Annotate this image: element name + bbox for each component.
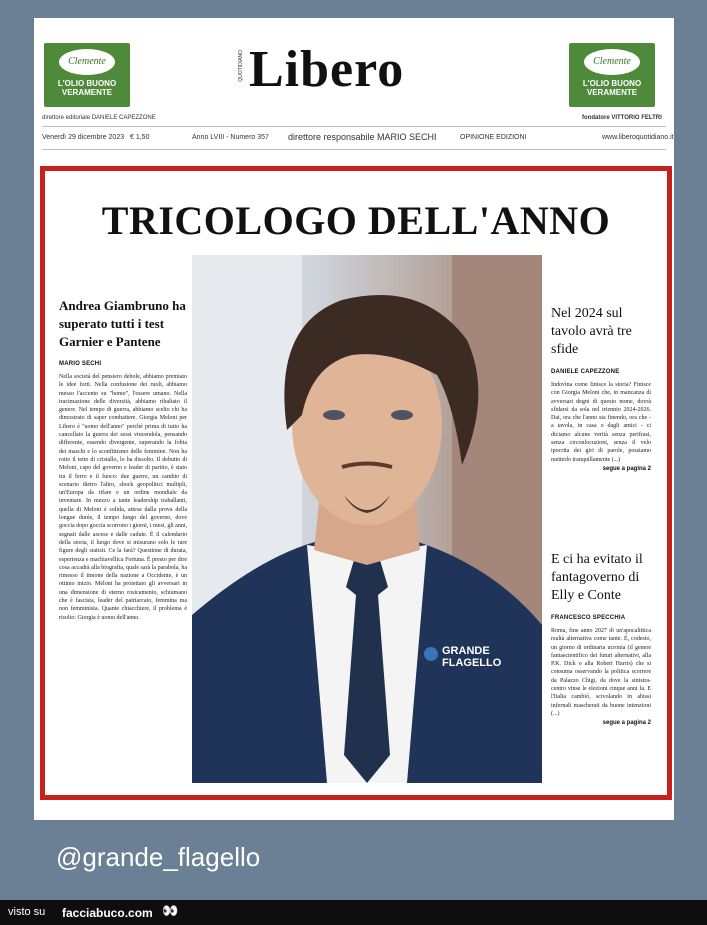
- footer-bar: [0, 900, 707, 925]
- right-article-2-body: Roma, fine anno 2027 di un'apocalittica realtà alternativa come tante. È, codesto, un giorno di ordinaria ucronia (il genere fantascientifico dei futuri alternativi, alla P.K. Dick o alla Robert Harris) che si consuma osservando la politica scorrere da Palazzo Chigi, da dove la sinistra-centro vinse le elezioni cinque anni fa. E l'Italia cambiò, scivolando in abissi infernali mascherati da buone intenzioni (...): [551, 628, 651, 717]
- founder: fondatore VITTORIO FELTRI: [582, 115, 662, 121]
- logo-tagline: L'OLIO BUONO VERAMENTE: [582, 79, 642, 97]
- issue-number: Anno LVIII - Numero 357: [192, 134, 269, 141]
- website: www.liberoquotidiano.it: [602, 134, 674, 141]
- author-watermark: @grande_flagello: [56, 842, 261, 872]
- logo-tagline: L'OLIO BUONO VERAMENTE: [57, 79, 117, 97]
- eyes-icon: 👀: [162, 903, 179, 918]
- edition-info: OPINIONE EDIZIONI: [460, 134, 527, 141]
- right-article-2-continue: segue a pagina 2: [602, 720, 651, 727]
- director: direttore responsabile MARIO SECHI: [288, 132, 437, 142]
- right-article-1-body: Indovina come finisce la storia? Finisce con Giorgia Meloni che, in mancanza di avversari degni di questo nome, dovrà sfidarsi da sola nel triennio 2024-2026. Dai, ora che l'anno sta finendo, ora che - a tavola, in casa o dagli amici - ci diciamo alcune verità senza perifrasi, senza circonlocuzioni, senza il velo ipocrita dei giri di parole, possiamo metterlo tranquillamente (...): [551, 382, 651, 463]
- info-strip: [42, 126, 674, 150]
- right-article-2-byline: FRANCESCO SPECCHIA: [551, 615, 626, 621]
- clemente-logo-left: [44, 43, 130, 107]
- editorial-director: direttore editoriale DANIELE CAPEZZONE: [42, 115, 156, 121]
- quotidiano-label: QUOTIDIANO: [238, 50, 244, 82]
- date: Venerdì 29 dicembre 2023: [42, 134, 125, 141]
- footer-site-link[interactable]: facciabuco.com: [62, 906, 153, 920]
- right-article-2: [551, 551, 651, 726]
- left-article-body: Nella società del pensiero debole, abbiamo premiato le idee forti. Nella confusione dei ruoli, abbiamo messo l'accento su "homo", l'essere umano. Nella tracimazione delle diversità, abbiamo ribaltato il genere. Nel tempo di guerra, abbiamo scelto chi ha dimostrato di saper combattere. Giorgia Meloni per Libero è "uomo dell'anno" perché prima di tutto ha cancellato la guerra dei sessi vincendola, pensando differente, essendo divergente, superando la fobia dei maschi e lo sconfittismo delle femmine. Non ha rotto il tetto di cristallo, lo ha dissolto. Il debutto di Meloni, capo del governo e leader di partito, è stato tra il ferro e il fuoco: due guerre, un cambio di scenario dietro l'altro, shock geopolitici multipli, un'Europa da rifare e un ordine mondiale da inventare. In mezzo a tante leadership traballanti, quella di Meloni è solida, attesa dalla prova della longue durée, il tempo lungo del governo, dove goccia dopo goccia scorrono i giorni, i mesi, gli anni, segnati dalle ascese e dalle cadute. È il calendario della storia, il luogo dove si misurano solo le rare figure degli statisti. Ce la farà? Questione di durata, esperienza e machiavellica Fortuna. È presto per dire cosa accadrà alla biografia, quale sarà la parabola, ha rimesso il timone della nazione a Occidente, è un ottimo inizio. Meloni ha proiettato gli avversari in una dimensione di eterno rosicamento, schiumano che è fascista, leader del patriarcato, femmina ma non femminista. Quante chiacchiere, il problema è risolto: Giorgia è uomo dell'anno.: [59, 374, 187, 621]
- photo-watermark-line1: GRANDE: [442, 645, 490, 657]
- portrait-illustration: [192, 255, 542, 783]
- newspaper-title: Libero: [249, 41, 405, 98]
- logo-brand-text: Clemente: [59, 49, 115, 75]
- right-article-1-continue: segue a pagina 2: [602, 465, 651, 472]
- left-article-byline: MARIO SECHI: [59, 361, 102, 367]
- logo-brand-text: Clemente: [584, 49, 640, 75]
- photo-watermark-line2: FLAGELLO: [442, 657, 502, 669]
- footer-prefix: visto su: [8, 906, 46, 918]
- left-article-kicker: Andrea Giambruno ha superato tutti i test Garnier e Pantene: [59, 298, 186, 349]
- front-page-frame: [40, 166, 672, 800]
- cover-photo: [192, 255, 542, 783]
- newspaper-page: [34, 18, 674, 820]
- clemente-logo-right: [569, 43, 655, 107]
- photo-watermark: [442, 645, 501, 669]
- flagello-icon: [424, 647, 438, 661]
- right-article-1: [551, 305, 651, 472]
- price: € 1,50: [130, 134, 150, 141]
- right-article-1-kicker: Nel 2024 sul tavolo avrà tre sfide: [551, 306, 632, 357]
- right-article-1-byline: DANIELE CAPEZZONE: [551, 369, 620, 375]
- left-article: [59, 297, 187, 622]
- right-article-2-kicker: E ci ha evitato il fantagoverno di Elly e Conte: [551, 552, 643, 603]
- main-headline: TRICOLOGO DELL'ANNO: [101, 198, 611, 243]
